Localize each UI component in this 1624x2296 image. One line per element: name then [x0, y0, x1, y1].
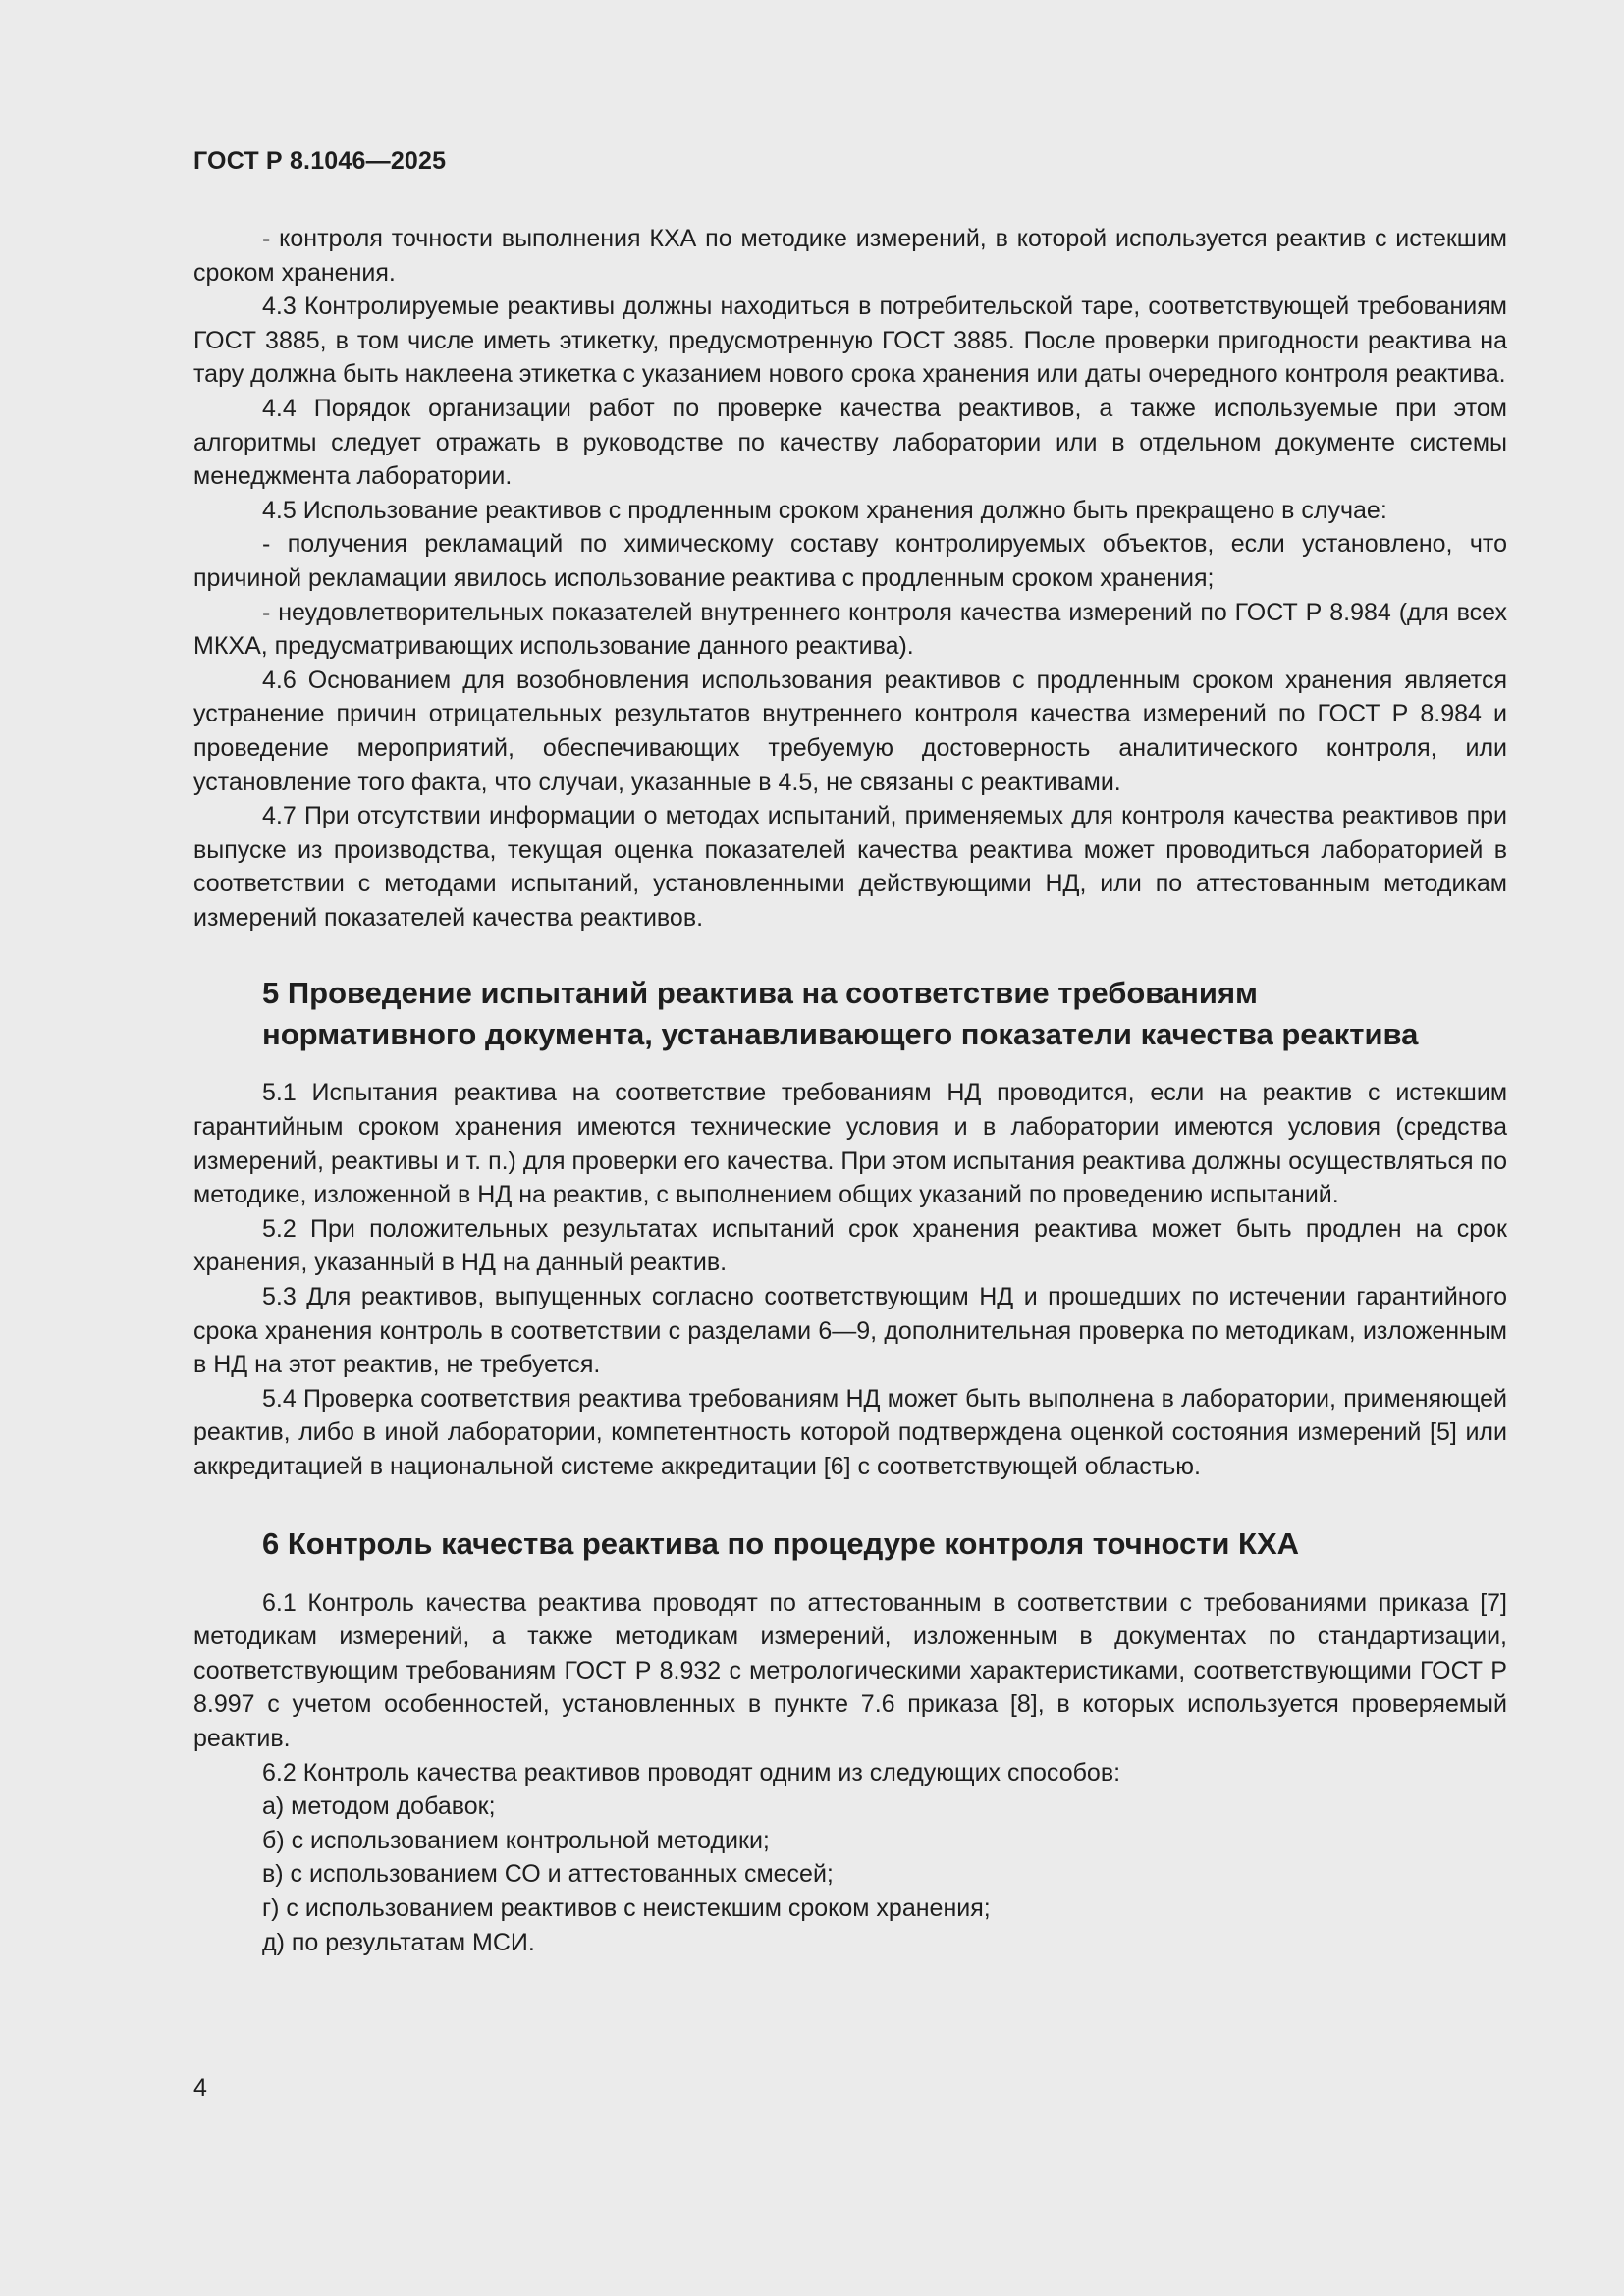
list-item-d: д) по результатам МСИ. [262, 1928, 535, 1956]
paragraph-6-2: 6.2 Контроль качества реактивов проводят одним из следующих способов: [262, 1758, 1121, 1787]
paragraph-5-3: 5.3 Для реактивов, выпущенных согласно соответствующим НД и прошедших по истечении гарантийного срока хранения контроль в соответствии с разделами 6—9, дополнительная проверка по методикам, изложенным в НД на этот реактив, не требуется. [193, 1283, 1507, 1379]
paragraph-5-2: 5.2 При положительных результатах испытаний срок хранения реактива может быть продлен на срок хранения, указанный в НД на данный реактив. [193, 1214, 1507, 1277]
paragraph-4-5: 4.5 Использование реактивов с продленным сроком хранения должно быть прекращено в случае: [262, 496, 1387, 524]
list-item-v: в) с использованием СО и аттестованных смесей; [262, 1860, 834, 1889]
document-code-header: ГОСТ Р 8.1046—2025 [193, 147, 447, 175]
document-body [193, 222, 1507, 1959]
paragraph-4-3: 4.3 Контролируемые реактивы должны находиться в потребительской таре, соответствующей требованиям ГОСТ 3885, в том числе иметь этикетку, предусмотренную ГОСТ 3885. После проверки пригодности реактива на тару должна быть наклеена этикетка с указанием нового срока хранения или даты очередного контроля реактива. [193, 293, 1507, 389]
list-item-b: б) с использованием контрольной методики; [262, 1826, 770, 1854]
paragraph-4-2-item: - контроля точности выполнения КХА по методике измерений, в которой используется реактив с истекшим сроком хранения. [193, 225, 1507, 287]
paragraph-6-1: 6.1 Контроль качества реактива проводят по аттестованным в соответствии с требованиями приказа [7] методикам измерений, а также методикам измерений, изложенным в документах по стандартизации, соответствующим требованиям ГОСТ Р 8.932 с метрологическими характеристиками, соответствующими ГОСТ Р 8.997 с учетом особенностей, установленных в пункте 7.6 приказа [8], в которых используется проверяемый реактив. [193, 1588, 1507, 1752]
paragraph-5-4: 5.4 Проверка соответствия реактива требованиям НД может быть выполнена в лаборатории, применяющей реактив, либо в иной лаборатории, компетентность которой подтверждена оценкой состояния измерений [5] или аккредитацией в национальной системе аккредитации [6] с соответствующей областью. [193, 1384, 1507, 1480]
section-6-heading: 6 Контроль качества реактива по процедуре контроля точности КХА [262, 1525, 1300, 1561]
paragraph-4-4: 4.4 Порядок организации работ по проверке качества реактивов, а также используемые при этом алгоритмы следует отражать в руководстве по качеству лаборатории или в отдельном документе системы менеджмента лаборатории. [193, 394, 1507, 491]
page-number: 4 [193, 2074, 207, 2102]
paragraph-4-7: 4.7 При отсутствии информации о методах испытаний, применяемых для контроля качества реактивов при выпуске из производства, текущая оценка показателей качества реактива может проводиться лабораторией в соответствии с методами испытаний, установленными действующими НД, или по аттестованным методикам измерений показателей качества реактивов. [193, 802, 1507, 932]
paragraph-4-6: 4.6 Основанием для возобновления использования реактивов с продленным сроком хранения является устранение причин отрицательных результатов внутреннего контроля качества измерений по ГОСТ Р 8.984 и проведение мероприятий, обеспечивающих требуемую достоверность аналитического контроля, или установление того факта, что случаи, указанные в 4.5, не связаны с реактивами. [193, 666, 1507, 796]
paragraph-5-1: 5.1 Испытания реактива на соответствие требованиям НД проводится, если на реактив с истекшим гарантийным сроком хранения имеются технические условия и в лаборатории имеются условия (средства измерений, реактивы и т. п.) для проверки его качества. При этом испытания реактива должны осуществляться по методике, изложенной в НД на реактив, с выполнением общих указаний по проведению испытаний. [193, 1079, 1507, 1209]
list-item-a: а) методом добавок; [262, 1792, 496, 1821]
paragraph-4-5-item-1: - получения рекламаций по химическому составу контролируемых объектов, если установлено, что причиной рекламации явилось использование реактива с продленным сроком хранения; [193, 530, 1507, 592]
paragraph-4-5-item-2: - неудовлетворительных показателей внутреннего контроля качества измерений по ГОСТ Р 8.984 (для всех МКХА, предусматривающих использование данного реактива). [193, 598, 1507, 661]
section-5-heading-line-1: 5 Проведение испытаний реактива на соответствие требованиям [262, 976, 1258, 1011]
section-5-heading [193, 973, 1507, 1055]
section-5-heading-line-2: нормативного документа, устанавливающего показатели качества реактива [262, 1017, 1419, 1052]
list-item-g: г) с использованием реактивов с неистекшим сроком хранения; [262, 1894, 991, 1922]
